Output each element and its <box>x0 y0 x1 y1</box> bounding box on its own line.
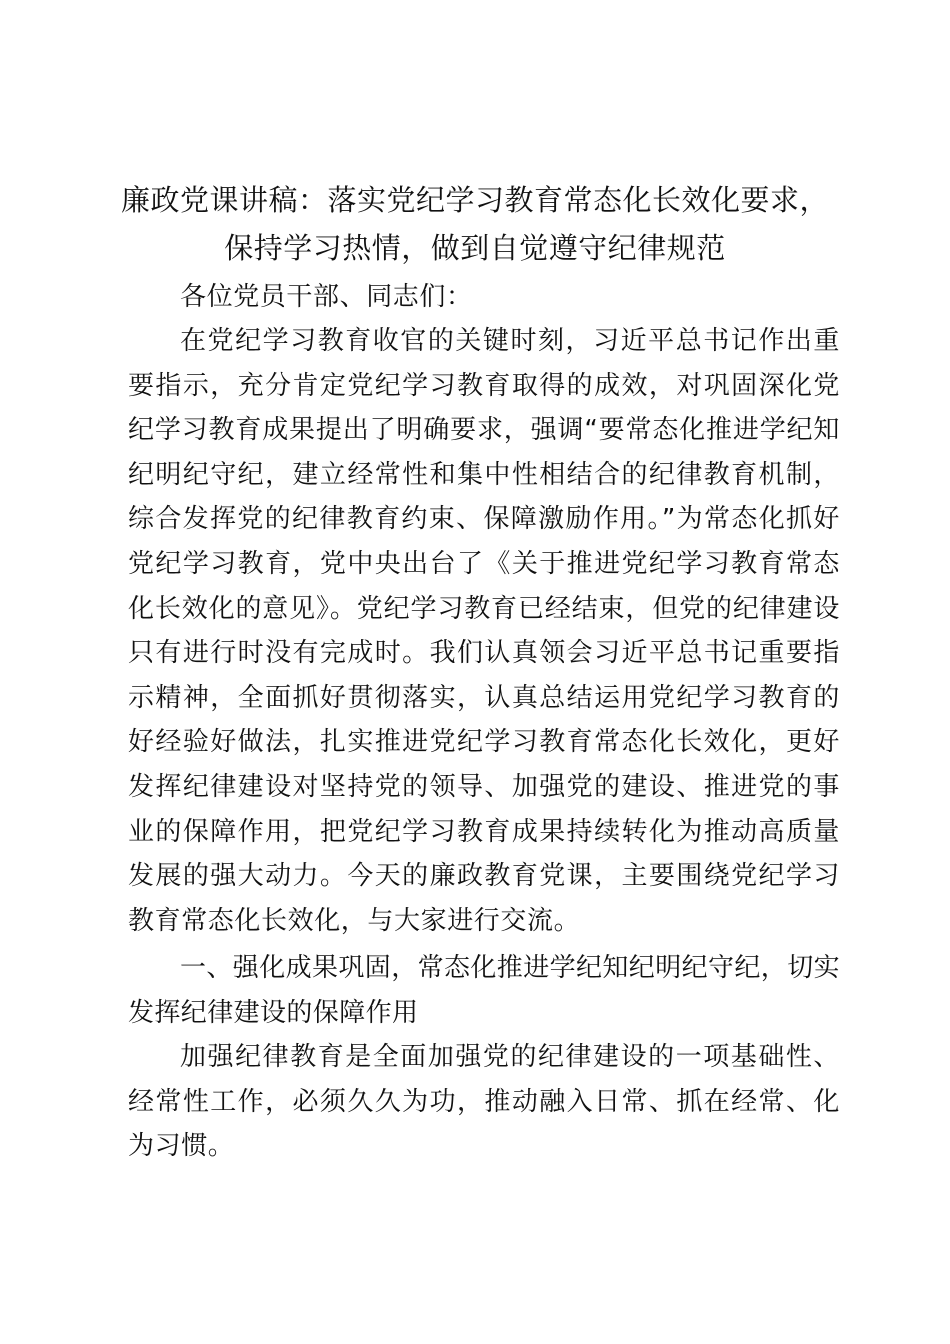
greeting: 各位党员干部、同志们： <box>180 282 473 312</box>
document-title-line-1: 廉政党课讲稿：落实党纪学习教育常态化长效化要求， <box>120 183 829 217</box>
paragraph-2: 加强纪律教育是全面加强党的纪律建设的一项基础性、经常性工作，必须久久为功，推动融入日常、抓在经常、化为习惯。 <box>128 1042 840 1162</box>
section-heading-1: 一、强化成果巩固，常态化推进学纪知纪明纪守纪，切实发挥纪律建设的保障作用 <box>128 953 841 1028</box>
document-title-line-2: 保持学习热情，做到自觉遵守纪律规范 <box>224 231 726 265</box>
paragraph-1: 在党纪学习教育收官的关键时刻，习近平总书记作出重要指示，充分肯定党纪学习教育取得的成效，对巩固深化党纪学习教育成果提出了明确要求，强调“要常态化推进学纪知纪明纪守纪，建立经常性和集中性相结合的纪律教育机制，综合发挥党的纪律教育约束、保障激励作用。”为常态化抓好党纪学习教育，党中央出台了《关于推进党纪学习教育常态化长效化的意见》。党纪学习教育已经结束，但党的纪律建设只有进行时没有完成时。我们认真领会习近平总书记重要指示精神，全面抓好贯彻落实，认真总结运用党纪学习教育的好经验好做法，扎实推进党纪学习教育常态化长效化，更好发挥纪律建设对坚持党的领导、加强党的建设、推进党的事业的保障作用，把党纪学习教育成果持续转化为推动高质量发展的强大动力。今天的廉政教育党课，主要围绕党纪学习教育常态化长效化，与大家进行交流。 <box>128 326 840 936</box>
